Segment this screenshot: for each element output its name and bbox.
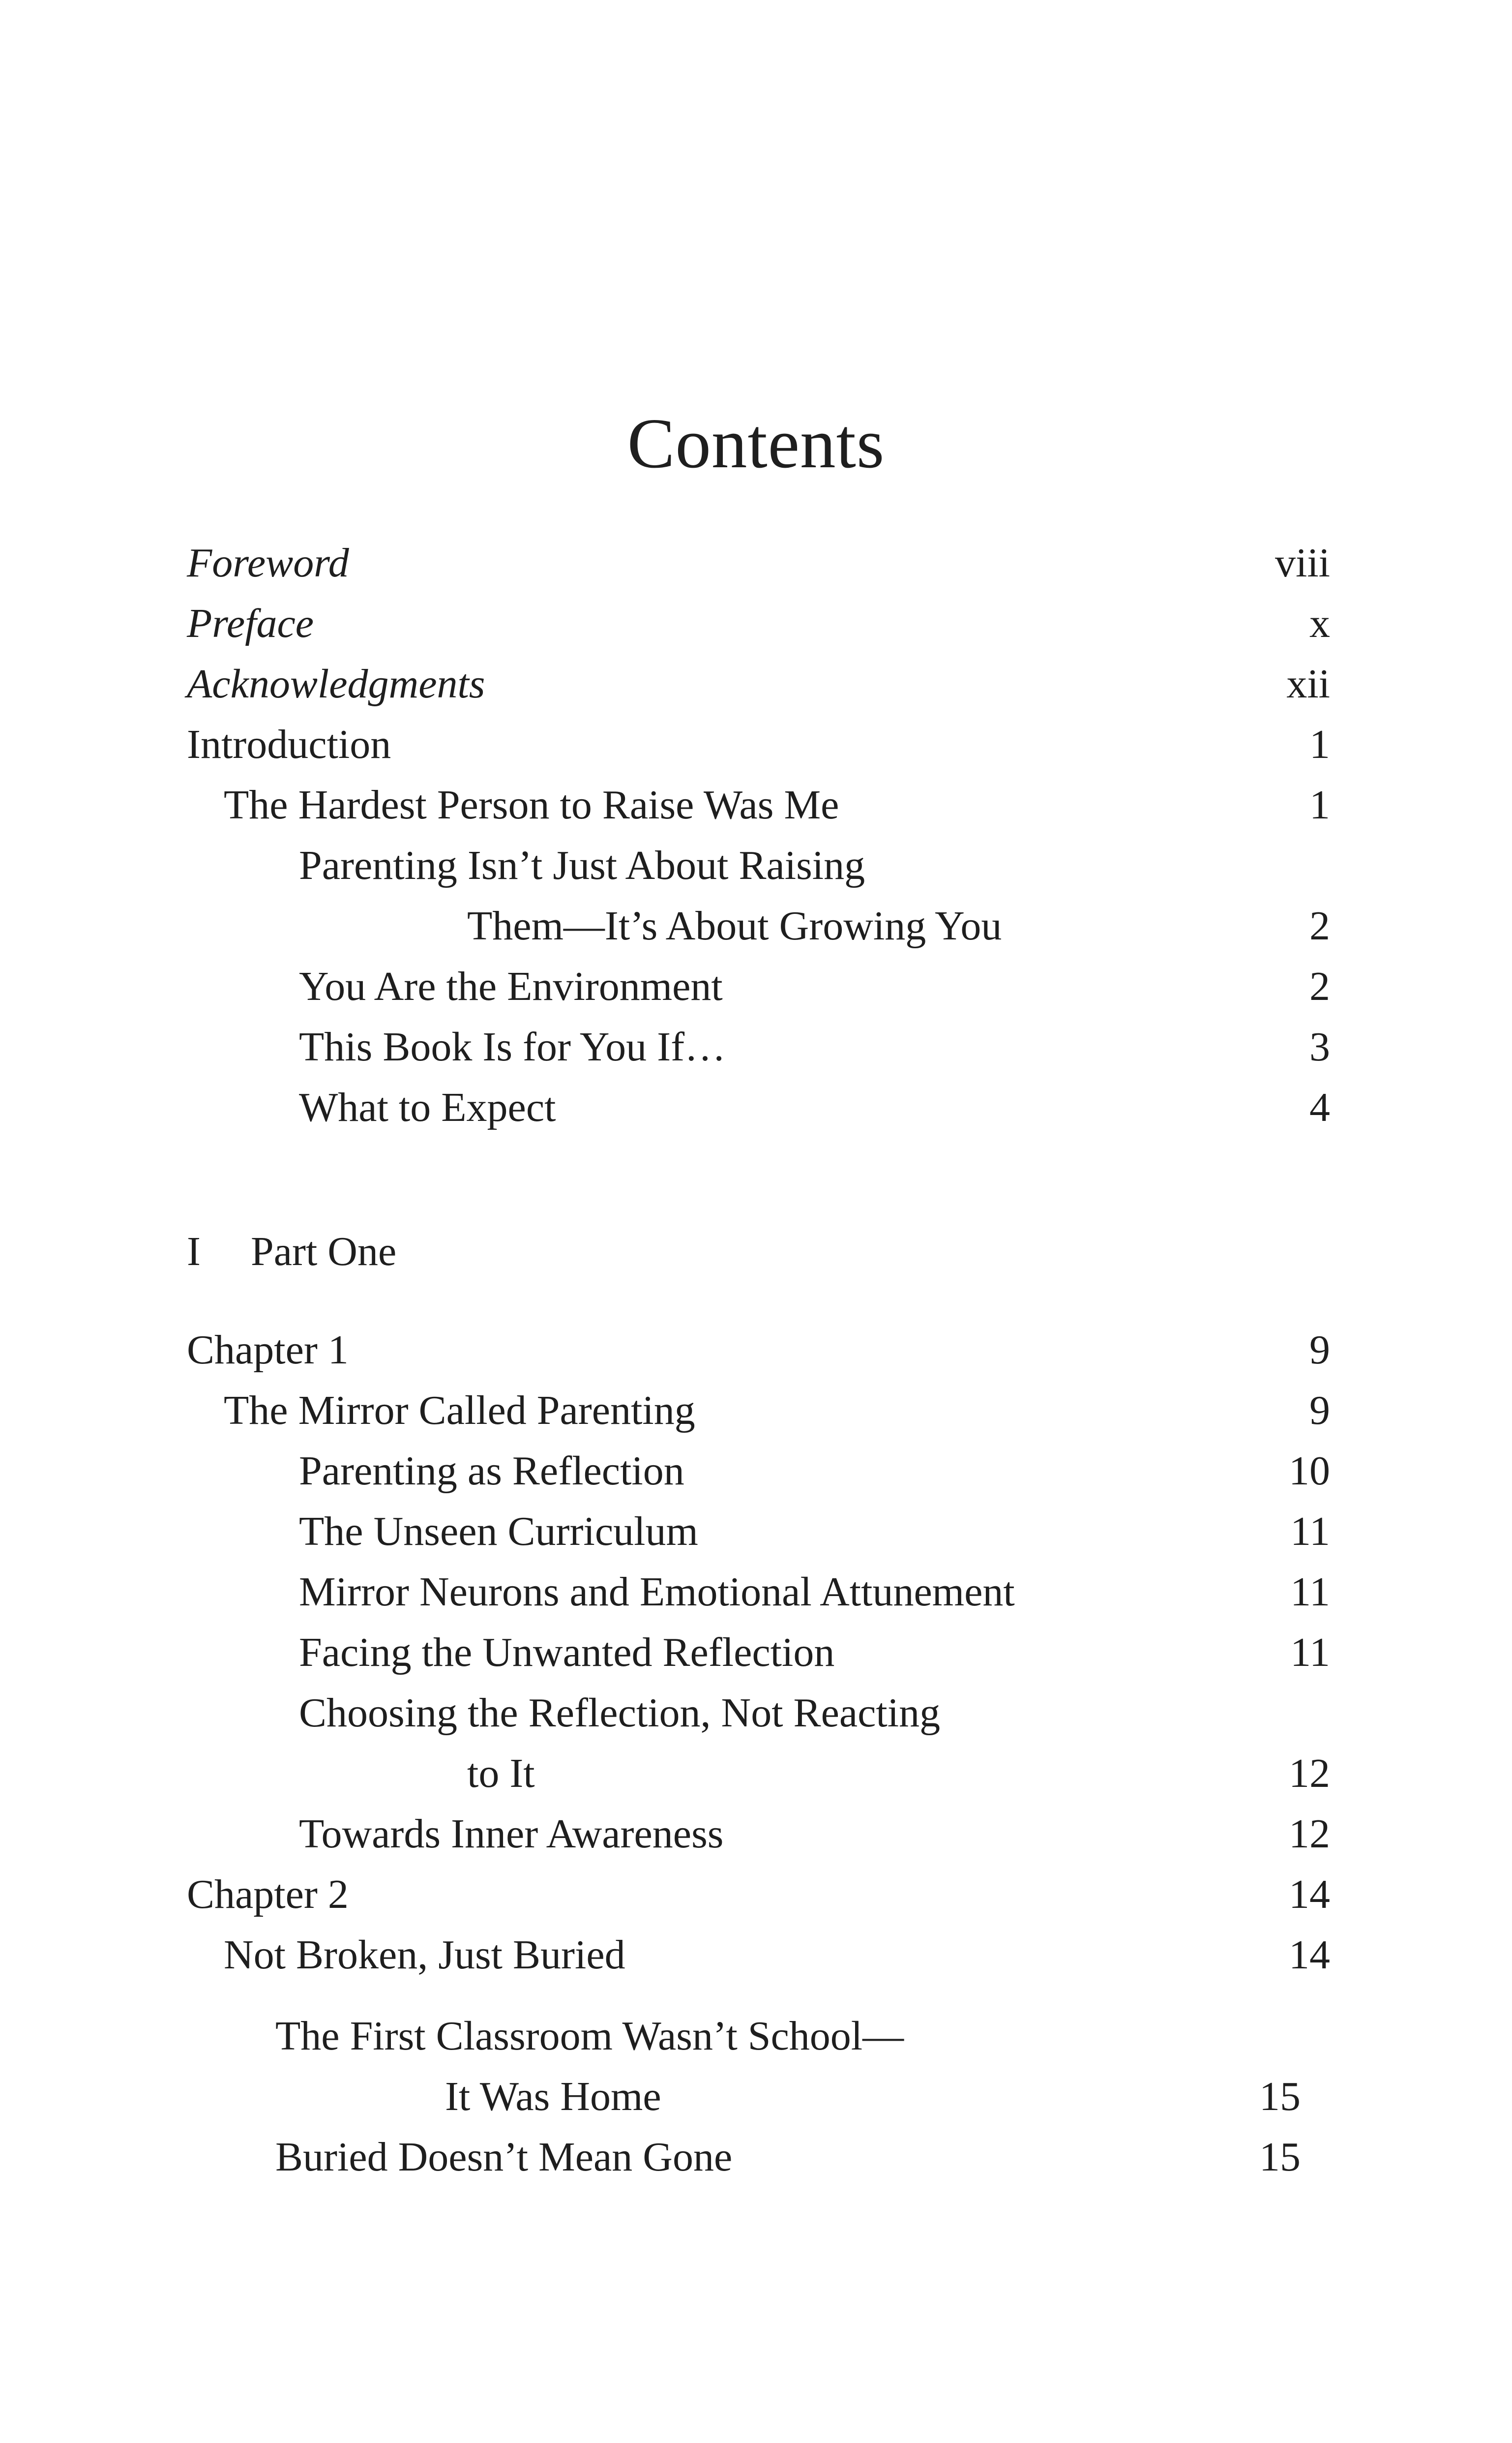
toc-entry-label: What to Expect [299,1085,556,1130]
toc-entry-subsection[interactable] [187,1686,1330,1740]
toc-entry-label: You Are the Environment [299,964,723,1009]
toc-page-number: 14 [1289,1871,1330,1917]
toc-entry-label: Towards Inner Awareness [299,1811,724,1857]
toc-entry-chapter-1[interactable] [187,1323,1330,1377]
toc-entry-label: Acknowledgments [187,661,485,707]
toc-entry-chapter-2[interactable] [187,1868,1330,1922]
toc-page-number: 15 [1259,2134,1301,2180]
toc-page-number: 9 [1309,1327,1330,1373]
toc-entry-label: Chapter 1 [187,1327,349,1373]
toc-page-number: viii [1275,540,1330,586]
toc-entry-subsection[interactable] [187,1505,1330,1559]
toc-entry-label: The Mirror Called Parenting [224,1387,695,1433]
toc-entry-subsection[interactable] [187,1081,1330,1135]
toc-entry-label: Buried Doesn’t Mean Gone [275,2134,733,2180]
toc-page-number: 4 [1309,1085,1330,1130]
toc-entry-label: The Unseen Curriculum [299,1508,698,1554]
toc-entry-label: Facing the Unwanted Reflection [299,1629,835,1675]
toc-entry-label: Choosing the Reflection, Not Reacting [299,1690,941,1736]
toc-entry-subsection[interactable] [187,1444,1330,1498]
toc-page-number: 9 [1309,1387,1330,1433]
toc-entry-subsection[interactable] [187,1020,1330,1074]
toc-entry-subsection-continuation[interactable] [187,899,1330,953]
toc-page-number: 14 [1289,1932,1330,1978]
toc-page-number: 11 [1290,1508,1330,1554]
page-title: Contents [627,404,885,483]
toc-entry-subsection[interactable] [187,1807,1330,1861]
toc-entry-preface[interactable] [187,597,1330,651]
part-label[interactable]: Part One [251,1229,397,1274]
toc-page-number: 3 [1309,1024,1330,1070]
part-number: I [187,1229,201,1274]
toc-entry-section[interactable] [187,778,1330,832]
toc-entry-label: Mirror Neurons and Emotional Attunement [299,1569,1015,1615]
toc-entry-subsection[interactable] [187,839,1330,893]
toc-entry-introduction[interactable] [187,718,1330,772]
toc-entry-label: Not Broken, Just Buried [224,1932,625,1978]
toc-entry-foreword[interactable] [187,536,1330,590]
toc-entry-subsection[interactable] [275,2130,1301,2184]
toc-page-number: 1 [1309,782,1330,828]
toc-entry-label: Parenting Isn’t Just About Raising [299,843,865,888]
toc-entry-label: Parenting as Reflection [299,1448,684,1494]
toc-entry-subsection[interactable] [275,2009,1301,2063]
toc-page-number: 12 [1289,1750,1330,1796]
toc-entry-subsection[interactable] [187,1626,1330,1680]
toc-entry-label: The First Classroom Wasn’t School— [275,2013,904,2059]
toc-entry-continuation: It Was Home [445,2074,661,2119]
toc-entry-label: Introduction [187,722,391,767]
toc-page-number: 2 [1309,964,1330,1009]
toc-entry-subsection-continuation[interactable] [275,2070,1301,2124]
toc-page-number: 11 [1290,1569,1330,1615]
toc-page-number: 11 [1290,1629,1330,1675]
toc-entry-subsection[interactable] [187,1565,1330,1619]
toc-entry-continuation: to It [467,1750,535,1796]
toc-page-number: 1 [1309,722,1330,767]
toc-page-number: 12 [1289,1811,1330,1857]
toc-entry-section[interactable] [187,1384,1330,1438]
toc-page-number: 10 [1289,1448,1330,1494]
toc-entry-subsection-continuation[interactable] [187,1747,1330,1801]
toc-page-number: xii [1286,661,1330,707]
toc-entry-label: Preface [187,601,314,646]
toc-entry-label: This Book Is for You If… [299,1024,726,1070]
toc-entry-label: The Hardest Person to Raise Was Me [224,782,839,828]
toc-entry-subsection[interactable] [187,960,1330,1014]
toc-entry-section[interactable] [187,1928,1330,1982]
toc-page-number: 2 [1309,903,1330,949]
toc-entry-continuation: Them—It’s About Growing You [467,903,1002,949]
toc-page-number: x [1309,601,1330,646]
toc-page-number: 15 [1259,2074,1301,2119]
toc-entry-label: Chapter 2 [187,1871,349,1917]
toc-entry-acknowledgments[interactable] [187,657,1330,711]
toc-entry-label: Foreword [187,540,349,586]
